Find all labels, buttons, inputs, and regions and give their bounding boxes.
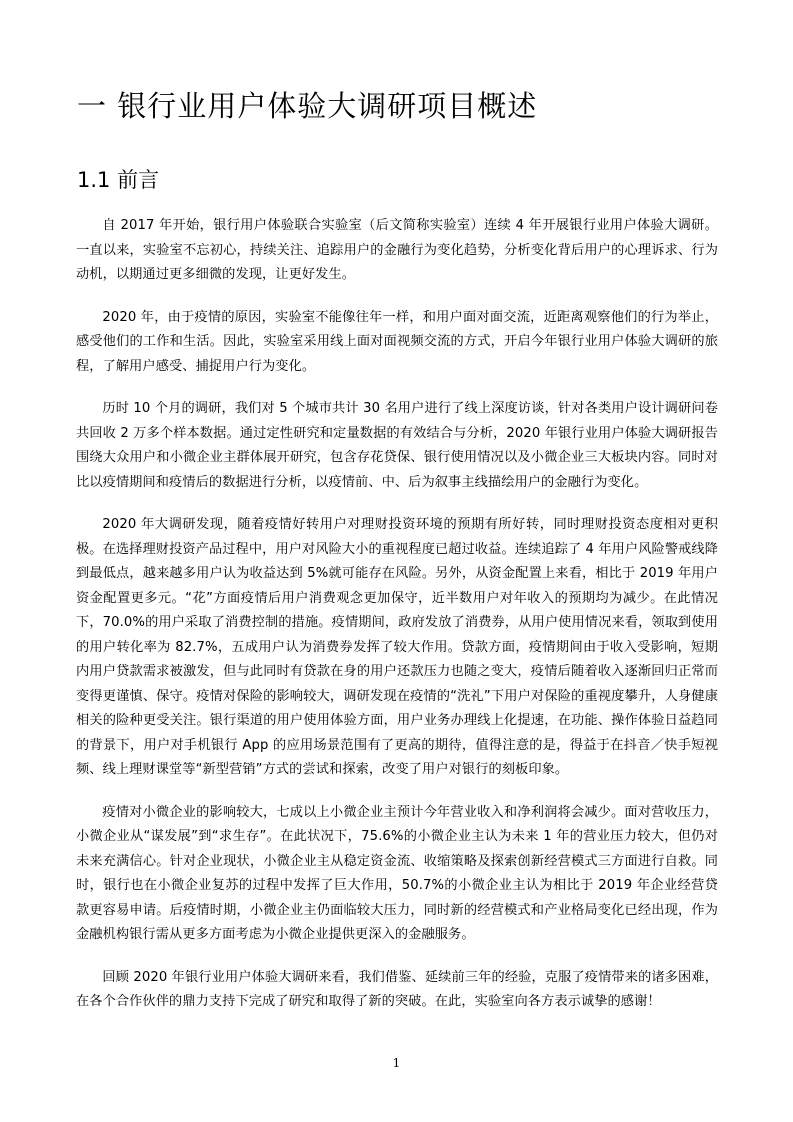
paragraph-4: 2020 年大调研发现，随着疫情好转用户对理财投资环境的预期有所好转，同时理财投资态度相对更积极。在选择理财投资产品过程中，用户对风险大小的重视程度已超过收益。连续追踪了 4 年用户风险警戒线降到最低点，越来越多用户认为收益达到 5%就可能存在风险。另外，从资金配置上来看，相比于 2019 年用户资金配置更多元。“花”方面疫情后用户消费观念更加保守，近半数用户对年收入的预期均为减少。在此情况下，70.0%的用户采取了消费控制的措施。疫情期间，政府发放了消费券，从用户使用情况来看，领取到使用的用户转化率为 82.7%，五成用户认为消费券发挥了较大作用。贷款方面，疫情期间由于收入受影响，短期内用户贷款需求被激发，但与此同时有贷款在身的用户还款压力也随之变大，疫情后随着收入逐渐回归正常而变得更谨慎、保守。疫情对保险的影响较大，调研发现在疫情的“洗礼”下用户对保险的重视度攀升，人身健康相关的险种更受关注。银行渠道的用户使用体验方面，用户业务办理线上化提速，在功能、操作体验日益趋同的背景下，用户对手机银行 App 的应用场景范围有了更高的期待，值得注意的是，得益于在抖音／快手短视频、线上理财课堂等“新型营销”方式的尝试和探索，改变了用户对银行的刻板印象。 <box>76 517 718 777</box>
paragraph-2: 2020 年，由于疫情的原因，实验室不能像往年一样，和用户面对面交流，近距离观察他们的行为举止，感受他们的工作和生活。因此，实验室采用线上面对面视频交流的方式，开启今年银行业用户体验大调研的旅程，了解用户感受、捕捉用户行为变化。 <box>76 309 718 374</box>
chapter-title: 一 银行业用户体验大调研项目概述 <box>77 89 538 123</box>
paragraph-1: 自 2017 年开始，银行用户体验联合实验室（后文简称实验室）连续 4 年开展银行业用户体验大调研。一直以来，实验室不忘初心，持续关注、追踪用户的金融行为变化趋势，分析变化背后用户的心理诉求、行为动机，以期通过更多细微的发现，让更好发生。 <box>76 218 718 282</box>
paragraph-6: 回顾 2020 年银行业用户体验大调研来看，我们借鉴、延续前三年的经验，克服了疫情带来的诸多困难，在各个合作伙伴的鼎力支持下完成了研究和取得了新的突破。在此，实验室向各方表示诚挚的感谢！ <box>76 969 718 1009</box>
body-text <box>76 214 718 1033</box>
paragraph-5: 疫情对小微企业的影响较大，七成以上小微企业主预计今年营业收入和净利润将会减少。面对营收压力，小微企业从“谋发展”到“求生存”。在此状况下，75.6%的小微企业主认为未来 1 年的营业压力较大，但仍对未来充满信心。针对企业现状，小微企业主从稳定资金流、收缩策略及探索创新经营模式三方面进行自救。同时，银行也在小微企业复苏的过程中发挥了巨大作用，50.7%的小微企业主认为相比于 2019 年企业经营贷款更容易申请。后疫情时期，小微企业主仍面临较大压力，同时新的经营模式和产业格局变化已经出现，作为金融机构银行需从更多方面考虑为小微企业提供更深入的金融服务。 <box>76 804 718 942</box>
page-number: 1 <box>392 1056 401 1070</box>
paragraph-3: 历时 10 个月的调研，我们对 5 个城市共计 30 名用户进行了线上深度访谈，针对各类用户设计调研问卷共回收 2 万多个样本数据。通过定性研究和定量数据的有效结合与分析，2020 年银行业用户体验大调研报告围绕大众用户和小微企业主群体展开研究，包含存花贷保、银行使用情况以及小微企业三大板块内容。同时对比以疫情期间和疫情后的数据进行分析，以疫情前、中、后为叙事主线描绘用户的金融行为变化。 <box>76 401 718 490</box>
section-title: 1.1 前言 <box>77 168 160 192</box>
